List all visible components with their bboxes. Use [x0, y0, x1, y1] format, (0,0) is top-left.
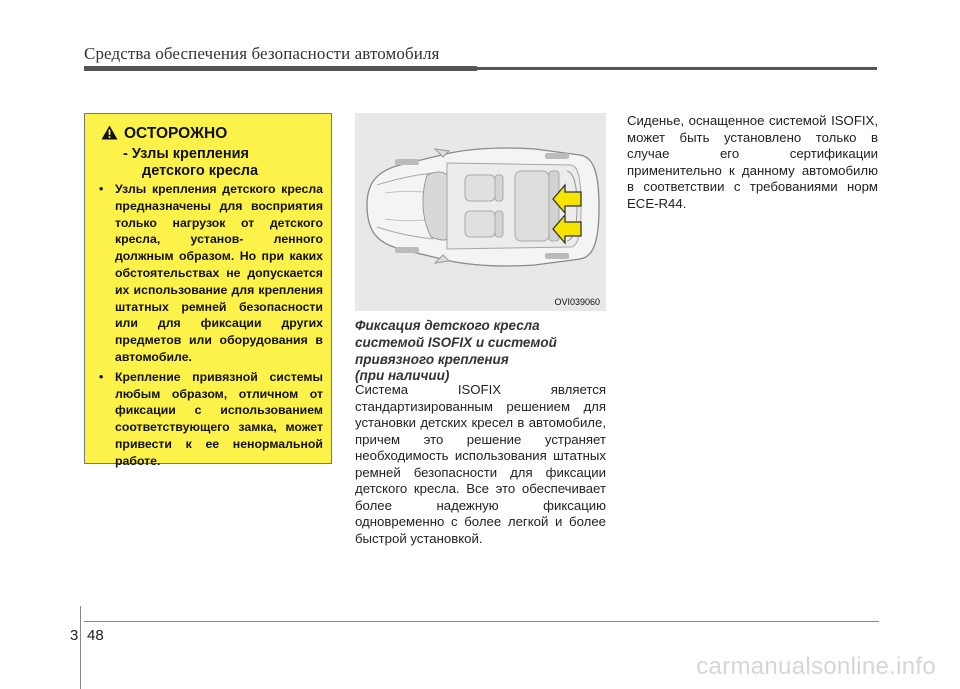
warning-item [95, 369, 323, 470]
caption-line: системой ISOFIX и системой [355, 334, 557, 350]
figure-caption [355, 318, 607, 385]
warning-triangle-icon [101, 125, 118, 140]
warning-heading [101, 125, 227, 143]
warning-subtitle [123, 146, 323, 180]
isofix-car-illustration [355, 113, 606, 311]
page-header-title: Средства обеспечения безопасности автомобиля [84, 44, 440, 63]
warning-subtitle-line2: детского кресла [142, 163, 259, 179]
warning-subtitle-line1: - Узлы крепления [123, 146, 249, 162]
warning-title: ОСТОРОЖНО [124, 125, 228, 142]
caption-line: Фиксация детского кресла [355, 318, 540, 333]
body-paragraph-isofix: Система ISOFIX является стандартизированным решением для установки детских кресел в автомобиле, причем это решение устраняет необходимость использования штатных ремней безопасности для фиксации детского кресла. Все это обеспечивает более надежную фиксацию одновременно с более легкой и более быстрой установкой. [355, 382, 606, 546]
page-number: 48 [87, 627, 104, 644]
warning-list [95, 181, 323, 473]
watermark: carmanualsonline.info [696, 653, 936, 680]
caption-line: (при наличии) [355, 368, 450, 384]
car-top-view-image [355, 113, 606, 311]
figure-code: OVI039060 [554, 297, 600, 307]
footer-rule [84, 621, 879, 622]
warning-item [95, 181, 323, 366]
bullet: • [99, 369, 104, 384]
footer-vertical-rule [80, 606, 81, 689]
warning-item-text: Крепление привязной системы любым образом, отличном от фиксации с использованием соответствующего замка, может привести к ее ненормальной работе. [115, 369, 323, 468]
body-paragraph-certification: Сиденье, оснащенное системой ISOFIX, может быть установлено только в случае его сертификации применительно к данному автомобилю в соответствии с требованиями норм ECE-R44. [627, 113, 878, 211]
bullet: • [99, 182, 104, 196]
chapter-number: 3 [70, 627, 79, 644]
caption-line: привязного крепления [355, 351, 509, 367]
warning-box [84, 113, 332, 468]
warning-item-text: Узлы крепления детского кресла предназначены для восприятия только нагрузок от детского кресла, установ- ленного должным образом. Но при каких обстоятельствах не допускается их использование для крепления штатных ремней безопасности или для фиксации других предметов или оборудования в автомобиле. [115, 182, 323, 364]
header-rule [84, 67, 877, 70]
